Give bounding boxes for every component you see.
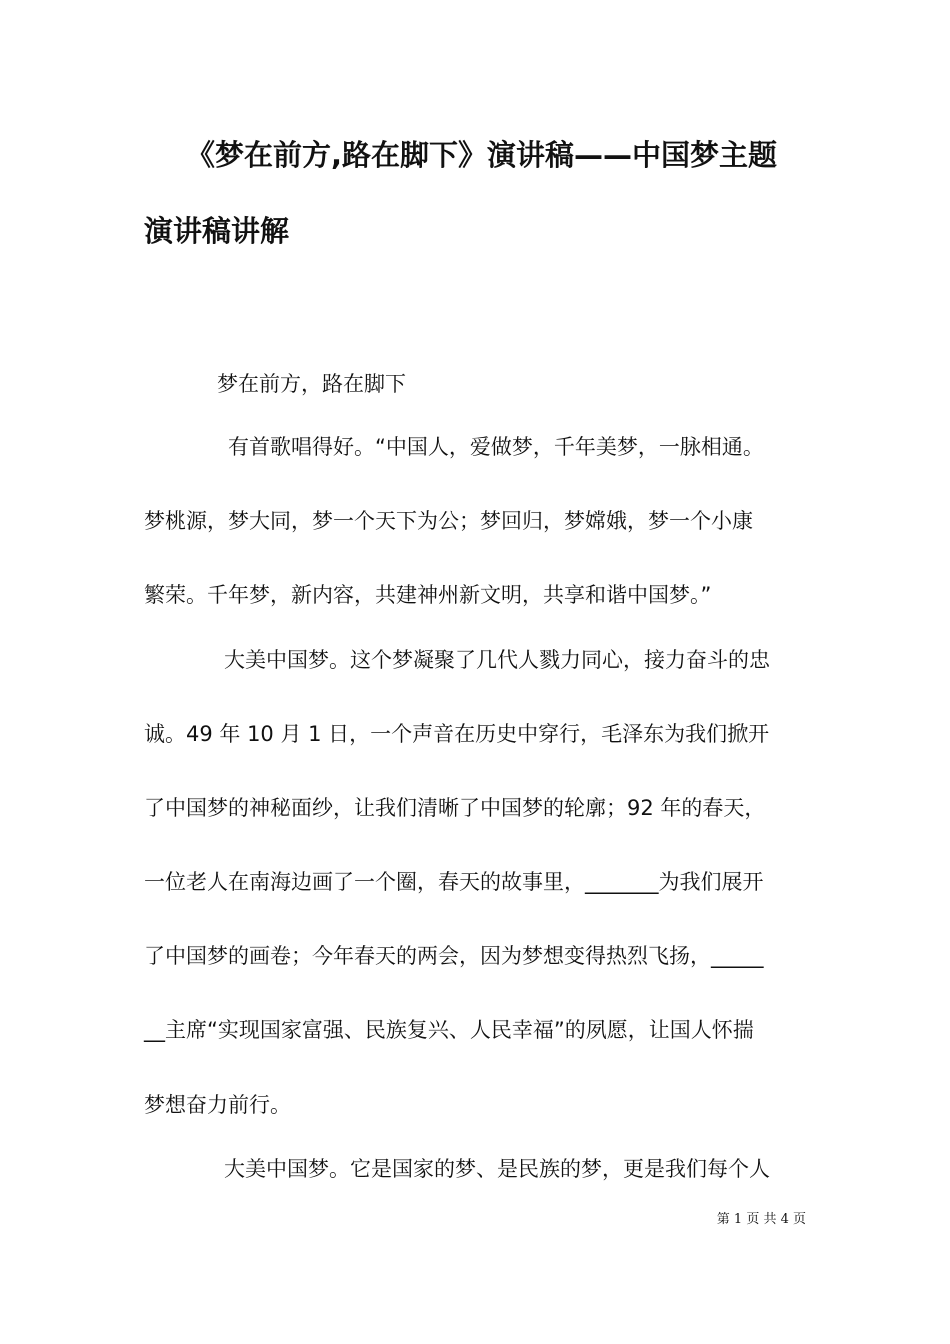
body-line: __主席“实现国家富强、民族复兴、人民幸福”的夙愿，让国人怀揣	[144, 1018, 754, 1042]
body-line: 大美中国梦。它是国家的梦、是民族的梦，更是我们每个人	[224, 1157, 770, 1181]
body-line: 了中国梦的画卷；今年春天的两会，因为梦想变得热烈飞扬，_____	[144, 944, 764, 968]
body-line: 繁荣。千年梦，新内容，共建神州新文明，共享和谐中国梦。”	[144, 583, 712, 607]
section-heading: 梦在前方，路在脚下	[217, 372, 406, 396]
body-line: 梦想奋力前行。	[144, 1093, 291, 1117]
body-line: 一位老人在南海边画了一个圈，春天的故事里，_______为我们展开	[144, 870, 764, 894]
document-title-line-1: 《梦在前方,路在脚下》演讲稿——中国梦主题	[186, 138, 778, 172]
body-line: 梦桃源，梦大同，梦一个天下为公；梦回归，梦嫦娥，梦一个小康	[144, 509, 753, 533]
page-number-footer: 第 1 页 共 4 页	[716, 1212, 806, 1227]
body-line: 诚。49 年 10 月 1 日，一个声音在历史中穿行，毛泽东为我们掀开	[144, 722, 770, 746]
body-line: 有首歌唱得好。“中国人，爱做梦，千年美梦，一脉相通。	[228, 435, 764, 459]
document-title-line-2: 演讲稿讲解	[144, 214, 290, 248]
body-line: 大美中国梦。这个梦凝聚了几代人戮力同心，接力奋斗的忠	[224, 648, 770, 672]
body-line: 了中国梦的神秘面纱，让我们清晰了中国梦的轮廓；92 年的春天，	[144, 796, 766, 820]
